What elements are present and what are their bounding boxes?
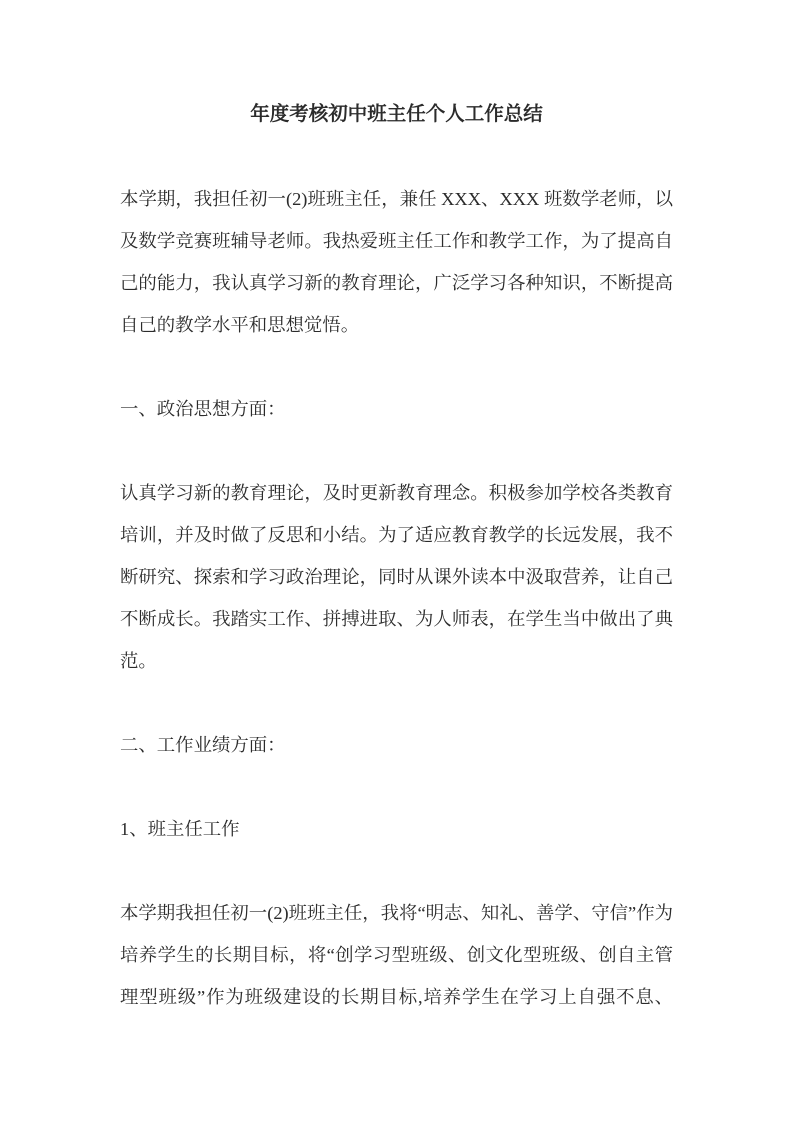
- document-title: 年度考核初中班主任个人工作总结: [250, 104, 543, 125]
- section-heading-political-thought: 一、政治思想方面：: [120, 399, 286, 419]
- political-thought-paragraph: 认真学习新的教育理论，及时更新教育理念。积极参加学校各类教育培训，并及时做了反思和小结。为了适应教育教学的长远发展，我不断研究、探索和学习政治理论，同时从课外读本中汲取营养，让自己不断成长。我踏实工作、拼搏进取、为人师表，在学生当中做出了典范。: [120, 483, 673, 671]
- class-teacher-work-paragraph: 本学期我担任初一(2)班班主任，我将“明志、知礼、善学、守信”作为培养学生的长期目标，将“创学习型班级、创文化型班级、创自主管理型班级”作为班级建设的长期目标,培养学生在学习上自强不息、: [120, 903, 673, 1007]
- subsection-heading-class-teacher-work: 1、班主任工作: [120, 819, 240, 839]
- intro-paragraph: 本学期，我担任初一(2)班班主任，兼任 XXX、XXX 班数学老师，以及数学竞赛班辅导老师。我热爱班主任工作和教学工作，为了提高自己的能力，我认真学习新的教育理论，广泛学习各种知识，不断提高自己的教学水平和思想觉悟。: [120, 189, 673, 335]
- section-heading-work-performance: 二、工作业绩方面：: [120, 735, 286, 755]
